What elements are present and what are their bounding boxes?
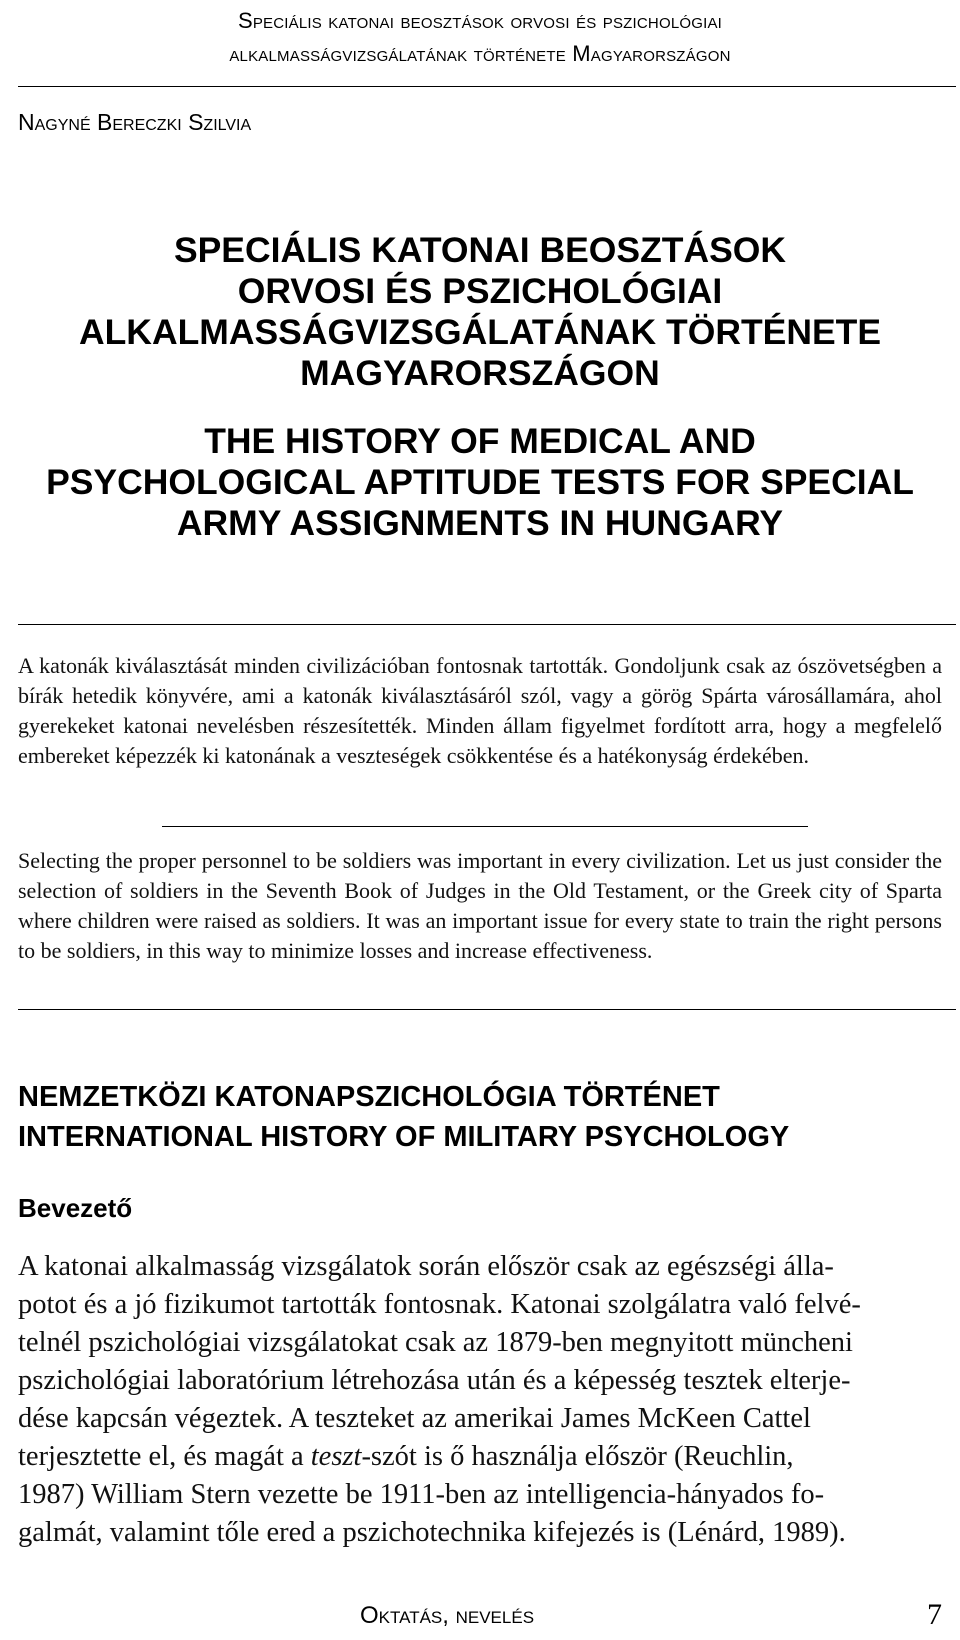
abstract-separator (162, 826, 808, 827)
section-heading-hu: NEMZETKÖZI KATONAPSZICHOLÓGIA TÖRTÉNET (18, 1081, 720, 1113)
body-line: dése kapcsán végeztek. A teszteket az amerikai James McKeen Cattel (18, 1403, 811, 1434)
title-hu-line-4: MAGYARORSZÁGON (300, 353, 660, 393)
body-line: potot és a jó fizikumot tartották fontosnak. Katonai szolgálatra való felvé- (18, 1289, 861, 1320)
body-text-fragment: -szót is ő használja először (Reuchlin, (361, 1441, 794, 1472)
title-hu-line-3: ALKALMASSÁGVIZSGÁLATÁNAK TÖRTÉNETE (78, 312, 881, 352)
body-line: A katonai alkalmasság vizsgálatok során először csak az egészségi álla- (18, 1251, 834, 1282)
body-line (18, 1438, 956, 1476)
title-en-line-3: ARMY ASSIGNMENTS IN HUNGARY (176, 503, 784, 543)
body-line: 1987) William Stern vezette be 1911-ben az intelligencia-hányados fo- (18, 1479, 825, 1510)
section-heading (18, 1077, 789, 1157)
title-hu-line-2: ORVOSI ÉS PSZICHOLÓGIAI (237, 271, 723, 311)
body-text-fragment: terjesztette el, és magát a (18, 1441, 311, 1472)
abstract-hungarian: A katonák kiválasztását minden civilizációban fontosnak tartották. Gondoljunk csak az ószövetségben a bírák hetedik könyvére, ami a katonák kiválasztásáról szól, vagy a görög Spárta városállamára, ahol gyerekeket katonai nevelésben részesítették. Minden állam figyelmet fordított arra, hogy a megfelelő embereket képezzék ki katonának a veszteségek csökkentése és a hatékonyság érdekében. (18, 653, 942, 768)
abstract-bottom-divider (18, 1009, 956, 1010)
running-footer: Oktatás, nevelés (360, 1602, 535, 1629)
abstract-top-divider (18, 624, 956, 625)
title-hu-line-1: SPECIÁLIS KATONAI BEOSZTÁSOK (173, 230, 787, 270)
emphasis-term: teszt (310, 1441, 362, 1472)
abstract-english: Selecting the proper personnel to be soldiers was important in every civilization. Let us just consider the selection of soldiers in the Seventh Book of Judges in the Old Testament, or the Greek city of Sparta where children were raised as soldiers. It was an important issue for every state to train the right persons to be soldiers, in this way to minimize losses and increase effectiveness. (18, 848, 942, 963)
body-paragraph (18, 1248, 956, 1552)
author-name: Nagyné Bereczki Szilvia (18, 109, 252, 135)
subsection-heading: Bevezető (18, 1193, 133, 1223)
header-divider (18, 86, 956, 87)
section-heading-en: INTERNATIONAL HISTORY OF MILITARY PSYCHOLOGY (18, 1121, 790, 1153)
title-en-line-1: THE HISTORY OF MEDICAL AND (204, 421, 756, 461)
body-line: pszichológiai laboratórium létrehozása után és a képesség tesztek elterje- (18, 1365, 851, 1396)
body-line: telnél pszichológiai vizsgálatokat csak az 1879-ben megnyitott müncheni (18, 1327, 853, 1358)
running-header-line-2: alkalmasságvizsgálatának története Magyarországon (229, 41, 731, 66)
running-header-line-1: Speciális katonai beosztások orvosi és pszichológiai (237, 8, 723, 33)
body-line: galmát, valamint tőle ered a pszichotechnika kifejezés is (Lénárd, 1989). (18, 1517, 846, 1548)
article-title (18, 230, 942, 544)
page-number: 7 (927, 1598, 942, 1631)
title-en-line-2: PSYCHOLOGICAL APTITUDE TESTS FOR SPECIAL (46, 462, 914, 502)
running-header (18, 4, 942, 70)
